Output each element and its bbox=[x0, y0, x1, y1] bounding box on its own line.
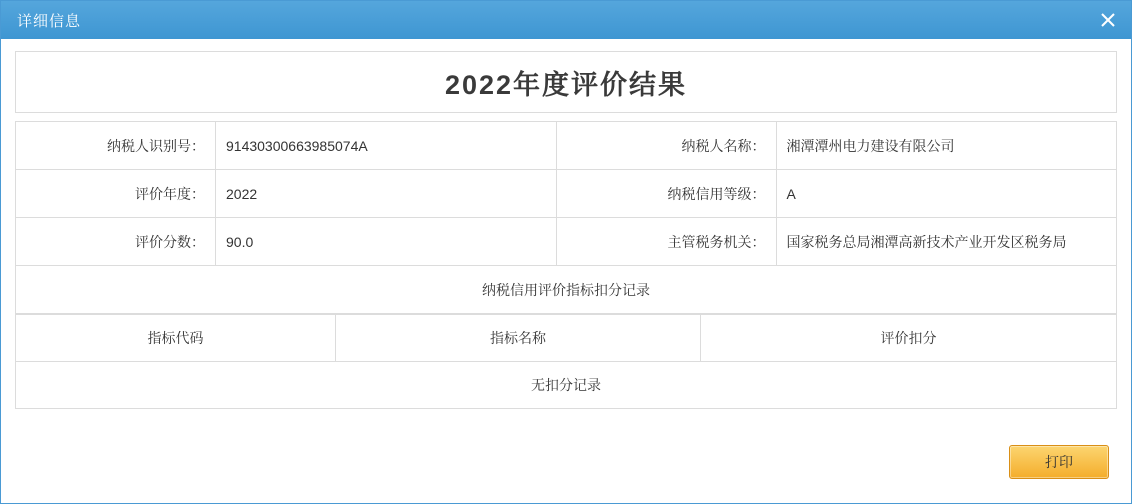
close-icon[interactable] bbox=[1095, 7, 1121, 33]
evaluation-year-label: 评价年度： bbox=[16, 170, 216, 218]
credit-level-label: 纳税信用等级： bbox=[556, 170, 776, 218]
evaluation-score-value: 90.0 bbox=[216, 218, 557, 266]
taxpayer-id-value: 91430300663985074A bbox=[216, 122, 557, 170]
dialog-body bbox=[1, 39, 1131, 431]
table-row-empty bbox=[16, 362, 1117, 409]
tax-authority-label: 主管税务机关： bbox=[556, 218, 776, 266]
deduction-section-title-row bbox=[16, 266, 1117, 314]
table-header-row bbox=[16, 315, 1117, 362]
dialog-footer bbox=[1, 431, 1131, 503]
taxpayer-id-label: 纳税人识别号： bbox=[16, 122, 216, 170]
print-button[interactable]: 打印 bbox=[1009, 445, 1109, 479]
column-header-indicator-name: 指标名称 bbox=[336, 315, 701, 362]
taxpayer-info-table bbox=[15, 121, 1117, 314]
dialog-title: 详细信息 bbox=[17, 12, 82, 30]
result-title-box bbox=[15, 51, 1117, 113]
evaluation-year-value: 2022 bbox=[216, 170, 557, 218]
evaluation-score-label: 评价分数： bbox=[16, 218, 216, 266]
dialog-titlebar bbox=[1, 1, 1131, 39]
deduction-table bbox=[15, 314, 1117, 409]
taxpayer-name-label: 纳税人名称： bbox=[556, 122, 776, 170]
column-header-indicator-code: 指标代码 bbox=[16, 315, 336, 362]
page-title: 2022年度评价结果 bbox=[444, 69, 688, 100]
column-header-deduction-score: 评价扣分 bbox=[701, 315, 1117, 362]
empty-records-text: 无扣分记录 bbox=[16, 362, 1117, 409]
table-row bbox=[16, 170, 1117, 218]
deduction-section-title: 纳税信用评价指标扣分记录 bbox=[16, 266, 1117, 314]
credit-level-value: A bbox=[776, 170, 1117, 218]
table-row bbox=[16, 218, 1117, 266]
taxpayer-name-value: 湘潭潭州电力建设有限公司 bbox=[776, 122, 1117, 170]
table-row bbox=[16, 122, 1117, 170]
tax-authority-value: 国家税务总局湘潭高新技术产业开发区税务局 bbox=[776, 218, 1117, 266]
